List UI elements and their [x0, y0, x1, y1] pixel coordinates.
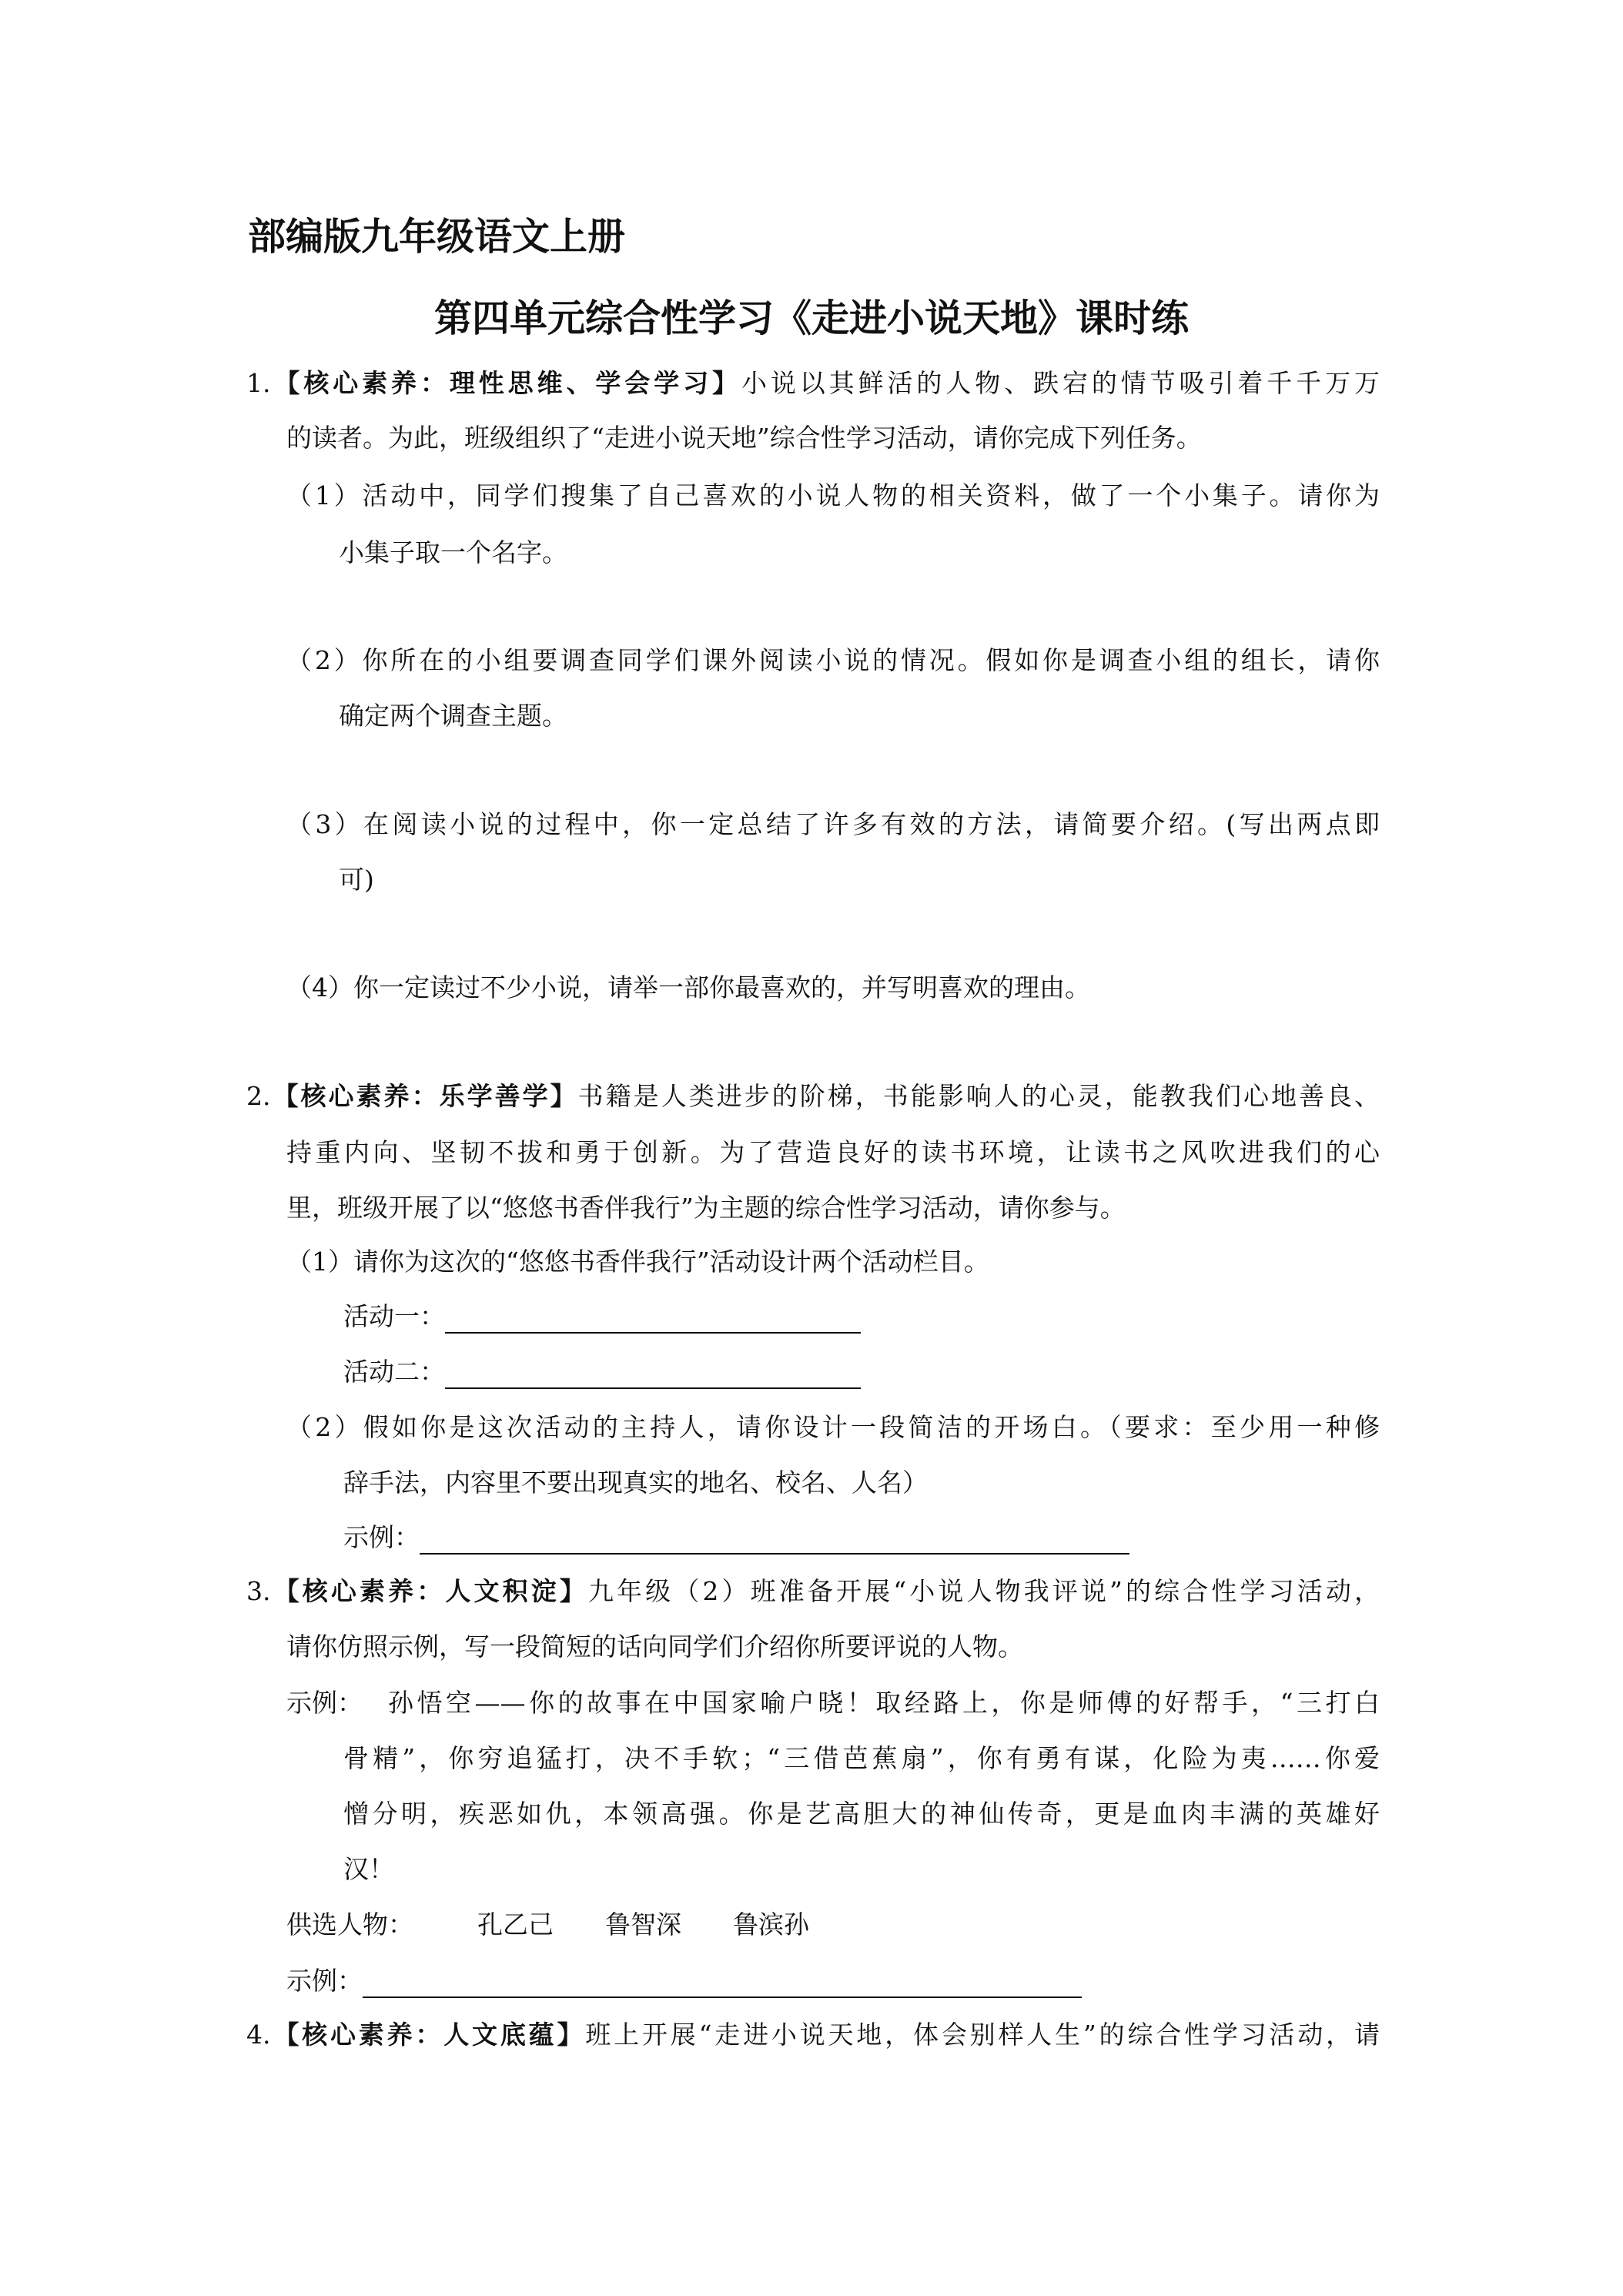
q3-choice-1: 孔乙己: [477, 1909, 554, 1940]
q2-activity-2-row: [343, 1355, 861, 1389]
q2-line-3: 里，班级开展了以“悠悠书香伴我行”为主题的综合性学习活动，请你参与。: [286, 1193, 1126, 1223]
q4-text-a: 班上开展“走进小说天地，体会别样人生”的综合性学习活动，请: [585, 2020, 1380, 2050]
q1-number: 1.: [246, 368, 271, 398]
q1-part4: （4）你一定读过不少小说，请举一部你最喜欢的，并写明喜欢的理由。: [286, 972, 1090, 1002]
q1-text-a: 小说以其鲜活的人物、跌宕的情节吸引着千千万万: [741, 368, 1380, 398]
q3-example-line-2: 骨精”，你穷追猛打，决不手软；“三借芭蕉扇”，你有勇有谋，化险为夷……你爱: [343, 1743, 1380, 1773]
q3-example-line-3: 憎分明，疾恶如仇，本领高强。你是艺高胆大的神仙传奇，更是血肉丰满的英雄好: [343, 1799, 1380, 1829]
q2-text-a: 书籍是人类进步的阶梯，书能影响人的心灵，能教我们心地善良、: [577, 1081, 1380, 1111]
q3-choice-2: 鲁智深: [605, 1909, 681, 1940]
q3-number: 3.: [246, 1576, 271, 1606]
q3-example-answer-label: 示例：: [286, 1966, 363, 1996]
q2-activity-1-row: [343, 1300, 861, 1334]
q4-line-1: [246, 2018, 1380, 2052]
q2-line-1: [246, 1079, 1380, 1113]
q3-example-label: 示例：: [286, 1688, 363, 1718]
q2-example-label: 示例：: [343, 1522, 420, 1552]
q4-tag: 【核心素养：人文底蕴】: [270, 2020, 586, 2050]
q3-line-1: [246, 1575, 1380, 1608]
q3-example-line-4: 汉！: [343, 1854, 394, 1884]
q2-activity-2-answer-blank[interactable]: [445, 1361, 861, 1389]
q1-part1-line-1: （1）活动中，同学们搜集了自己喜欢的小说人物的相关资料，做了一个小集子。请你为: [286, 480, 1380, 510]
q3-example-row: [286, 1964, 1082, 1998]
q2-line-2: 持重内向、坚韧不拔和勇于创新。为了营造良好的读书环境，让读书之风吹进我们的心: [286, 1137, 1380, 1167]
q1-part1-line-2: 小集子取一个名字。: [339, 537, 567, 567]
q2-part2-line-2: 辞手法，内容里不要出现真实的地名、校名、人名）: [343, 1468, 928, 1498]
q2-opening-answer-blank[interactable]: [420, 1527, 1129, 1555]
q3-answer-blank[interactable]: [363, 1970, 1082, 1998]
q3-tag: 【核心素养：人文积淀】: [270, 1576, 588, 1606]
q3-choices-label: 供选人物：: [286, 1909, 413, 1940]
q2-part2-line-1: （2）假如你是这次活动的主持人，请你设计一段简洁的开场白。（要求：至少用一种修: [286, 1412, 1380, 1442]
q3-line-2: 请你仿照示例，写一段简短的话向同学们介绍你所要评说的人物。: [286, 1632, 1023, 1662]
q2-activity-1-label: 活动一：: [343, 1301, 445, 1331]
q3-example-line-1: 孙悟空——你的故事在中国家喻户晓！取经路上，你是师傅的好帮手，“三打白: [388, 1688, 1380, 1718]
q3-choice-3: 鲁滨孙: [733, 1909, 809, 1940]
q1-line-2: 的读者。为此，班级组织了“走进小说天地”综合性学习活动，请你完成下列任务。: [286, 423, 1202, 453]
q2-activity-1-answer-blank[interactable]: [445, 1306, 861, 1334]
q1-part2-line-2: 确定两个调查主题。: [339, 701, 567, 731]
q2-tag: 【核心素养：乐学善学】: [270, 1081, 578, 1111]
q3-text-a: 九年级（2）班准备开展“小说人物我评说”的综合性学习活动，: [587, 1576, 1380, 1606]
q2-part1: （1）请你为这次的“悠悠书香伴我行”活动设计两个活动栏目。: [286, 1247, 989, 1277]
document-title: 部编版九年级语文上册: [248, 215, 626, 259]
q1-tag: 【核心素养：理性思维、学会学习】: [270, 368, 741, 398]
lesson-title: 第四单元综合性学习《走进小说天地》课时练: [433, 296, 1189, 340]
q1-part3-line-2: 可): [339, 865, 374, 895]
q1-line-1: [246, 366, 1380, 400]
q4-number: 4.: [246, 2020, 271, 2050]
q2-number: 2.: [246, 1081, 271, 1111]
q2-activity-2-label: 活动二：: [343, 1357, 445, 1387]
q1-part2-line-1: （2）你所在的小组要调查同学们课外阅读小说的情况。假如你是调查小组的组长，请你: [286, 645, 1380, 675]
q1-part3-line-1: （3）在阅读小说的过程中，你一定总结了许多有效的方法，请简要介绍。(写出两点即: [286, 809, 1380, 839]
q2-example-row: [343, 1521, 1129, 1555]
